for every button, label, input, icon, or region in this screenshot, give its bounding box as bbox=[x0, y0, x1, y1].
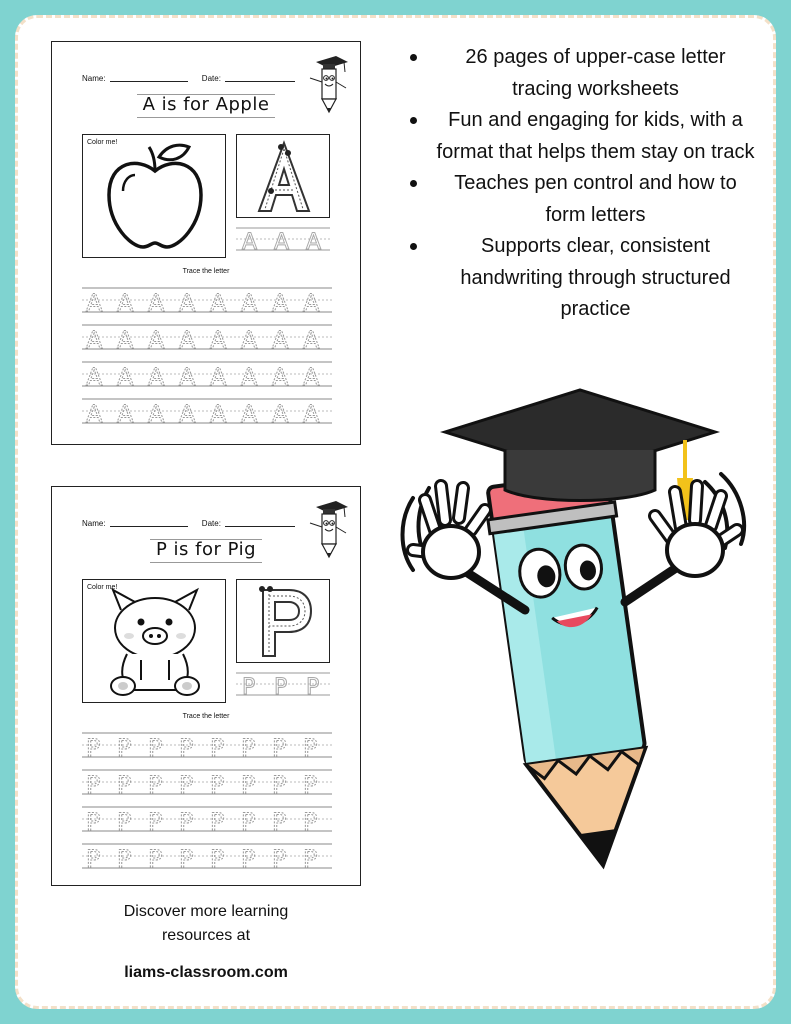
website-link[interactable]: liams-classroom.com bbox=[124, 964, 288, 981]
trace-letter: A bbox=[148, 289, 165, 317]
trace-letter: P bbox=[179, 771, 194, 799]
trace-letter: A bbox=[210, 400, 227, 428]
svg-text:A: A bbox=[242, 230, 258, 252]
apple-icon bbox=[83, 135, 227, 259]
trace-letter: P bbox=[272, 808, 287, 836]
trace-letter: P bbox=[241, 808, 256, 836]
letter-practice-lines bbox=[236, 226, 330, 252]
trace-rows bbox=[82, 727, 332, 877]
trace-label: Trace the letter bbox=[182, 268, 230, 275]
trace-letter: A bbox=[179, 363, 196, 391]
letter-guide-box bbox=[236, 579, 330, 663]
trace-letter: A bbox=[117, 326, 134, 354]
trace-letter: P bbox=[303, 771, 318, 799]
trace-letter: P bbox=[86, 734, 101, 762]
trace-letter: P bbox=[148, 734, 163, 762]
trace-letter: A bbox=[241, 400, 258, 428]
svg-text:A: A bbox=[306, 230, 322, 252]
trace-letter: A bbox=[241, 289, 258, 317]
trace-letter: A bbox=[303, 400, 320, 428]
trace-letter: P bbox=[241, 734, 256, 762]
trace-letter: A bbox=[210, 326, 227, 354]
trace-letter: P bbox=[241, 771, 256, 799]
feature-item: Teaches pen control and how to form letters bbox=[400, 168, 755, 231]
trace-letter: P bbox=[241, 845, 256, 873]
color-me-label: Color me! bbox=[87, 584, 118, 591]
trace-label: Trace the letter bbox=[182, 713, 230, 720]
worksheet-preview-p bbox=[51, 486, 361, 886]
trace-letter: A bbox=[303, 363, 320, 391]
name-date-row bbox=[82, 74, 307, 83]
trace-letter: P bbox=[303, 845, 318, 873]
trace-letter: A bbox=[241, 363, 258, 391]
trace-letter: P bbox=[210, 808, 225, 836]
letter-guide-box bbox=[236, 134, 330, 218]
trace-letter: P bbox=[148, 771, 163, 799]
trace-letter: A bbox=[179, 289, 196, 317]
trace-letter: A bbox=[210, 363, 227, 391]
trace-letter: A bbox=[303, 326, 320, 354]
trace-letter: P bbox=[210, 845, 225, 873]
trace-letter: P bbox=[272, 771, 287, 799]
trace-letter: A bbox=[272, 326, 289, 354]
trace-letter: A bbox=[86, 289, 103, 317]
trace-letter: P bbox=[148, 808, 163, 836]
trace-rows bbox=[82, 282, 332, 432]
color-me-box bbox=[82, 134, 226, 258]
name-date-row bbox=[82, 519, 307, 528]
svg-text:P: P bbox=[306, 675, 320, 697]
trace-letter: P bbox=[117, 734, 132, 762]
trace-letter: P bbox=[86, 845, 101, 873]
trace-letter: A bbox=[117, 400, 134, 428]
footer bbox=[60, 900, 352, 982]
trace-letter: P bbox=[210, 734, 225, 762]
pig-icon bbox=[83, 580, 227, 704]
trace-letter: P bbox=[179, 845, 194, 873]
feature-item: 26 pages of upper-case letter tracing worksheets bbox=[400, 42, 755, 105]
svg-text:P: P bbox=[242, 675, 256, 697]
svg-text:A: A bbox=[274, 230, 290, 252]
trace-letter: P bbox=[86, 808, 101, 836]
trace-letter: A bbox=[86, 400, 103, 428]
color-me-box bbox=[82, 579, 226, 703]
svg-text:P: P bbox=[274, 675, 288, 697]
name-label: Name: bbox=[82, 74, 106, 83]
trace-letter: A bbox=[179, 400, 196, 428]
trace-letter: P bbox=[272, 734, 287, 762]
feature-item: Fun and engaging for kids, with a format that helps them stay on track bbox=[400, 105, 755, 168]
trace-letter: P bbox=[179, 808, 194, 836]
trace-letter: P bbox=[303, 734, 318, 762]
trace-letter: A bbox=[303, 289, 320, 317]
worksheet-title: P is for Pig bbox=[52, 539, 360, 563]
feature-list bbox=[400, 42, 755, 326]
worksheet-preview-a bbox=[51, 41, 361, 445]
color-me-label: Color me! bbox=[87, 139, 118, 146]
trace-letter: P bbox=[179, 734, 194, 762]
trace-letter: P bbox=[86, 771, 101, 799]
worksheet-title: A is for Apple bbox=[52, 94, 360, 118]
trace-letter: A bbox=[148, 400, 165, 428]
trace-letter: P bbox=[272, 845, 287, 873]
date-label: Date: bbox=[201, 519, 221, 528]
date-label: Date: bbox=[201, 74, 221, 83]
footer-tagline: Discover more learning resources at bbox=[123, 903, 289, 944]
trace-letter: A bbox=[148, 326, 165, 354]
graduate-pencil-icon bbox=[385, 380, 755, 890]
trace-letter: P bbox=[148, 845, 163, 873]
trace-letter: A bbox=[117, 363, 134, 391]
trace-letter: A bbox=[241, 326, 258, 354]
feature-item: Supports clear, consistent handwriting through structured practice bbox=[400, 231, 755, 326]
trace-letter: P bbox=[117, 808, 132, 836]
trace-letter: P bbox=[117, 845, 132, 873]
trace-letter: A bbox=[272, 289, 289, 317]
trace-letter: A bbox=[272, 363, 289, 391]
trace-letter: A bbox=[86, 363, 103, 391]
letter-practice-lines bbox=[236, 671, 330, 697]
trace-letter: A bbox=[179, 326, 196, 354]
trace-letter: A bbox=[148, 363, 165, 391]
name-label: Name: bbox=[82, 519, 106, 528]
trace-letter: A bbox=[272, 400, 289, 428]
trace-letter: P bbox=[210, 771, 225, 799]
trace-letter: P bbox=[303, 808, 318, 836]
trace-letter: P bbox=[117, 771, 132, 799]
trace-letter: A bbox=[117, 289, 134, 317]
trace-letter: A bbox=[86, 326, 103, 354]
trace-letter: A bbox=[210, 289, 227, 317]
